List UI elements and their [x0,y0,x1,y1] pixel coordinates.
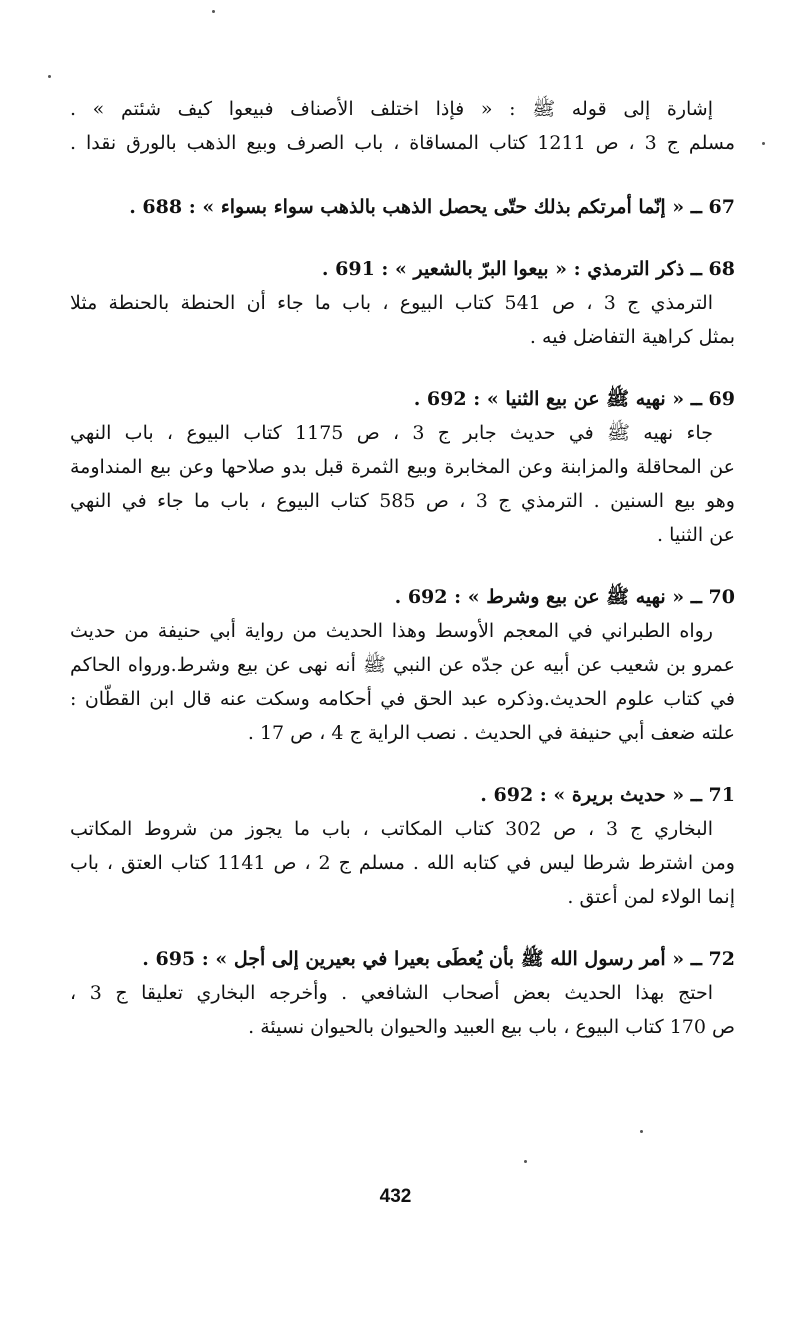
page-number: 432 [379,1186,412,1207]
scan-speck [762,142,765,145]
entry-70 [70,580,735,750]
text-line: عن الثنيا . [657,524,735,546]
entry-68 [70,252,735,354]
text-line: بمثل كراهية التفاضل فيه . [529,326,735,348]
text-line: الترمذي ج 3 ، ص 541 كتاب البيوع ، باب ما جاء أن الحنطة بالحنطة مثلا [70,292,713,314]
text-line: احتج بهذا الحديث بعض أصحاب الشافعي . وأخرجه البخاري تعليقا ج 3 ، [70,982,714,1004]
text-line: ومن اشترط شرطا ليس في كتابه الله . مسلم ج 2 ، ص 1141 كتاب العتق ، باب [70,852,735,874]
scan-speck [48,75,51,78]
entry-heading: 70 ــ « نهيه ﷺ عن بيع وشرط » : 692 . [394,586,735,608]
text-line: إنما الولاء لمن أعتق . [567,886,735,908]
scan-speck [212,10,215,13]
entry-heading: 72 ــ « أمر رسول الله ﷺ بأن يُعطَى بعيرا في بعيرين إلى أجل » : 695 . [142,948,735,970]
text-line: في كتاب علوم الحديث.وذكره عبد الحق في أحكامه وسكت عنه قال ابن القطّان : [70,688,735,710]
text-line: علته ضعف أبي حنيفة في الحديث . نصب الراية ج 4 ، ص 17 . [247,722,735,744]
page-body [70,92,735,1072]
entry-69 [70,382,735,552]
text-line: جاء نهيه ﷺ في حديث جابر ج 3 ، ص 1175 كتاب البيوع ، باب النهي [70,422,713,444]
text-line: وهو بيع السنين . الترمذي ج 3 ، ص 585 كتاب البيوع ، باب ما جاء في النهي [70,490,735,512]
entry-67 [70,190,735,224]
entry-heading: 67 ــ « إنّما أمرتكم بذلك حتّى يحصل الذهب بالذهب سواء بسواء » : 688 . [129,196,735,218]
text-line: عمرو بن شعيب عن أبيه عن جدّه عن النبي ﷺ أنه نهى عن بيع وشرط.ورواه الحاكم [70,654,735,676]
entry-heading: 68 ــ ذكر الترمذي : « بيعوا البرّ بالشعير » : 691 . [321,258,735,280]
text-line: ص 170 كتاب البيوع ، باب بيع العبيد والحيوان بالحيوان نسيئة . [248,1016,735,1038]
text-line: عن المحاقلة والمزابنة وعن المخابرة وبيع الثمرة قبل بدو صلاحها وعن بيع المنداومة [70,456,735,478]
entry-heading: 71 ــ « حديث بريرة » : 692 . [480,784,735,806]
text-line: إشارة إلى قوله ﷺ : « فإذا اختلف الأصناف فبيعوا كيف شئتم » . [70,98,713,120]
scan-speck [524,1160,527,1163]
text-line: رواه الطبراني في المعجم الأوسط وهذا الحديث من رواية أبي حنيفة من حديث [70,620,713,642]
entry-intro [70,92,735,160]
entry-72 [70,942,735,1044]
text-line: مسلم ج 3 ، ص 1211 كتاب المساقاة ، باب الصرف وبيع الذهب بالورق نقدا . [70,132,735,154]
scan-speck [640,1130,643,1133]
entry-heading: 69 ــ « نهيه ﷺ عن بيع الثنيا » : 692 . [413,388,735,410]
entry-71 [70,778,735,914]
text-line: البخاري ج 3 ، ص 302 كتاب المكاتب ، باب ما يجوز من شروط المكاتب [70,818,713,840]
